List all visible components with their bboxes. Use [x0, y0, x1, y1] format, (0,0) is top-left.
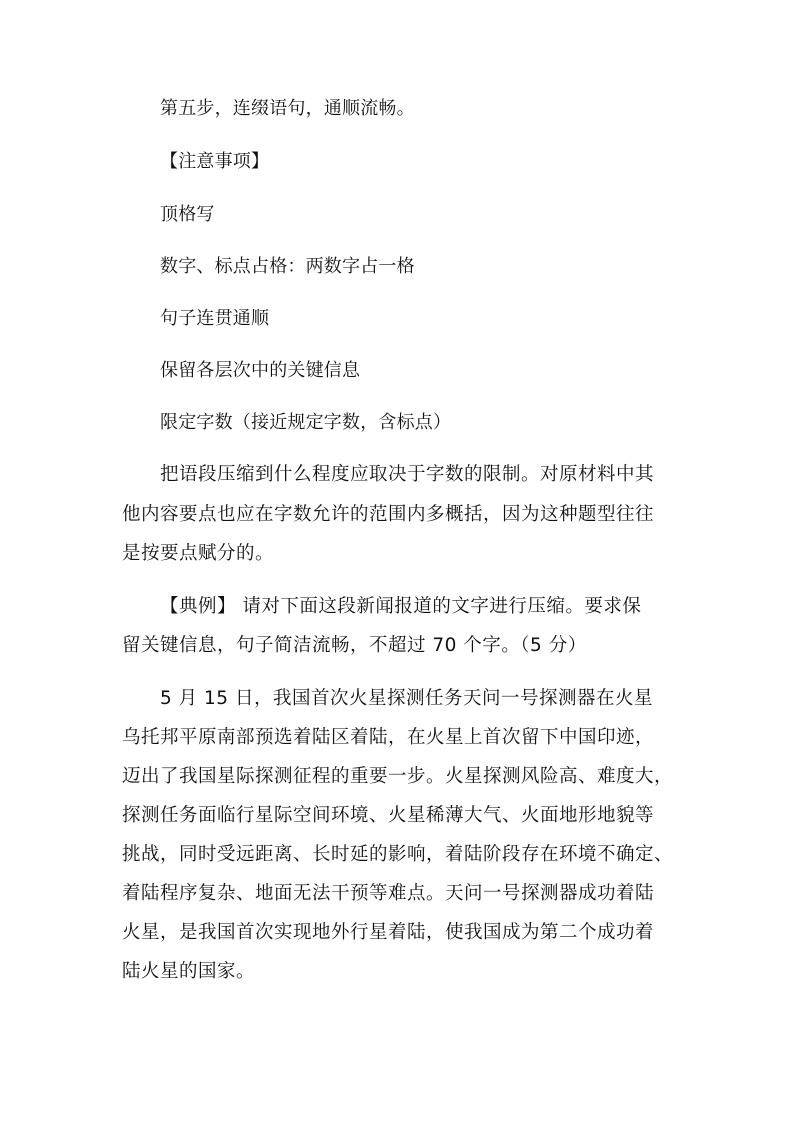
notes-heading: 【注意事项】	[160, 151, 270, 172]
example-line: 【典例】 请对下面这段新闻报道的文字进行压缩。要求保	[160, 596, 642, 617]
paragraph-line: 他内容要点也应在字数允许的范围内多概括，因为这种题型往往	[122, 504, 655, 525]
step-five-text: 第五步，连缀语句，通顺流畅。	[160, 98, 415, 119]
note-item: 数字、标点占格：两数字占一格	[160, 256, 415, 277]
passage-line: 探测任务面临行星际空间环境、火星稀薄大气、火面地形地貌等	[122, 805, 655, 826]
example-line: 留关键信息，句子简洁流畅，不超过 70 个字。（5 分）	[122, 635, 587, 656]
note-item: 保留各层次中的关键信息	[160, 360, 361, 381]
passage-line: 陆火星的国家。	[122, 961, 256, 982]
passage-line: 5 月 15 日，我国首次火星探测任务天问一号探测器在火星	[160, 688, 653, 709]
paragraph-line: 把语段压缩到什么程度应取决于字数的限制。对原材料中其	[160, 464, 655, 485]
passage-line: 火星，是我国首次实现地外行星着陆，使我国成为第二个成功着	[122, 922, 655, 943]
note-item: 限定字数（接近规定字数，含标点）	[160, 412, 452, 433]
note-item: 句子连贯通顺	[160, 308, 270, 329]
passage-line: 迈出了我国星际探测征程的重要一步。火星探测风险高、难度大，	[122, 766, 674, 787]
passage-line: 乌托邦平原南部预选着陆区着陆，在火星上首次留下中国印迹，	[122, 727, 655, 748]
passage-line: 着陆程序复杂、地面无法干预等难点。天问一号探测器成功着陆	[122, 883, 655, 904]
note-item: 顶格写	[160, 204, 215, 225]
passage-line: 挑战，同时受远距离、长时延的影响，着陆阶段存在环境不确定、	[122, 844, 674, 865]
paragraph-line: 是按要点赋分的。	[122, 543, 275, 564]
